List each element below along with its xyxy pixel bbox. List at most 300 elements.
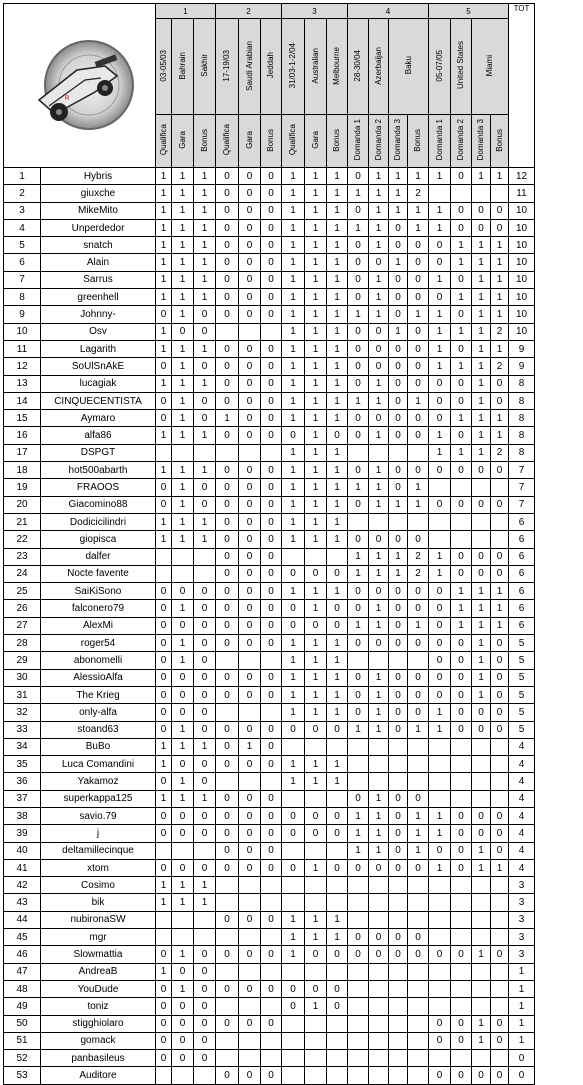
round-city — [389, 19, 429, 115]
score-cell: 1 — [348, 306, 369, 323]
score-cell — [408, 444, 429, 461]
score-cell: 0 — [491, 946, 509, 963]
score-cell — [194, 565, 216, 582]
score-cell: 1 — [194, 185, 216, 202]
score-cell — [348, 1067, 369, 1084]
score-cell: 0 — [216, 911, 239, 928]
score-cell: 0 — [389, 600, 408, 617]
score-cell: 1 — [194, 790, 216, 807]
position-cell: 29 — [4, 652, 41, 669]
score-cell: 1 — [172, 375, 194, 392]
score-cell: 0 — [261, 859, 282, 876]
position-cell: 18 — [4, 462, 41, 479]
table-row — [4, 669, 535, 686]
position-cell: 16 — [4, 427, 41, 444]
player-name: Johnny- — [41, 306, 156, 323]
score-cell: 1 — [451, 600, 472, 617]
score-cell: 1 — [369, 306, 389, 323]
round-date — [282, 19, 305, 115]
round-country — [369, 19, 389, 115]
table-row — [4, 202, 535, 219]
score-cell — [451, 877, 472, 894]
score-cell — [451, 479, 472, 496]
round-city — [194, 19, 216, 115]
score-cell: 0 — [261, 202, 282, 219]
total-cell: 1 — [509, 963, 535, 980]
round-city-text: Jeddah — [266, 52, 275, 79]
score-cell: 0 — [348, 669, 369, 686]
standings-sheet — [3, 3, 535, 1085]
score-cell: 1 — [194, 894, 216, 911]
score-cell: 2 — [491, 444, 509, 461]
score-cell: 0 — [239, 202, 261, 219]
round-country-text: United States — [456, 41, 465, 90]
score-cell: 0 — [451, 427, 472, 444]
score-cell — [472, 877, 491, 894]
score-cell: 0 — [172, 859, 194, 876]
score-cell — [348, 963, 369, 980]
score-cell: 1 — [348, 825, 369, 842]
score-cell: 0 — [261, 271, 282, 288]
round-country-text: Australian — [310, 47, 320, 84]
score-cell: 0 — [327, 427, 348, 444]
score-cell: 1 — [327, 358, 348, 375]
position-cell: 26 — [4, 600, 41, 617]
score-cell: 1 — [327, 531, 348, 548]
player-name: MikeMito — [41, 202, 156, 219]
score-cell — [429, 963, 451, 980]
score-cell: 0 — [194, 773, 216, 790]
score-cell: 0 — [429, 946, 451, 963]
table-row — [4, 548, 535, 565]
round-country-text: Azerbaijan — [373, 46, 383, 85]
table-row — [4, 1015, 535, 1032]
score-cell: 0 — [261, 392, 282, 409]
score-cell: 0 — [261, 237, 282, 254]
score-cell: 1 — [348, 479, 369, 496]
score-cell: 1 — [156, 202, 172, 219]
score-cell: 0 — [194, 1032, 216, 1049]
score-cell — [408, 1015, 429, 1032]
score-cell: 0 — [389, 479, 408, 496]
subcolumn-header — [239, 115, 261, 168]
score-cell: 1 — [429, 565, 451, 582]
score-cell: 1 — [491, 289, 509, 306]
score-cell: 0 — [172, 825, 194, 842]
score-cell: 0 — [156, 600, 172, 617]
score-cell: 1 — [408, 721, 429, 738]
total-cell: 10 — [509, 323, 535, 340]
score-cell: 0 — [369, 358, 389, 375]
score-cell: 1 — [156, 427, 172, 444]
score-cell: 0 — [216, 635, 239, 652]
score-cell — [429, 185, 451, 202]
score-cell — [472, 479, 491, 496]
total-cell: 0 — [509, 1067, 535, 1084]
total-cell: 5 — [509, 686, 535, 703]
score-cell: 1 — [156, 271, 172, 288]
score-cell: 0 — [429, 1015, 451, 1032]
score-cell: 0 — [451, 1015, 472, 1032]
score-cell: 0 — [282, 980, 305, 997]
score-cell: 0 — [451, 721, 472, 738]
score-cell: 1 — [472, 323, 491, 340]
score-cell: 1 — [305, 479, 327, 496]
score-cell: 1 — [305, 185, 327, 202]
score-cell: 1 — [389, 548, 408, 565]
score-cell: 1 — [282, 168, 305, 185]
score-cell — [261, 652, 282, 669]
score-cell — [261, 773, 282, 790]
score-cell — [369, 877, 389, 894]
score-cell: 0 — [156, 635, 172, 652]
table-row — [4, 392, 535, 409]
score-cell: 0 — [348, 462, 369, 479]
score-cell: 1 — [282, 254, 305, 271]
score-cell — [472, 894, 491, 911]
score-cell: 1 — [369, 565, 389, 582]
score-cell: 0 — [408, 946, 429, 963]
total-cell: 7 — [509, 479, 535, 496]
score-cell: 0 — [156, 669, 172, 686]
table-row — [4, 496, 535, 513]
score-cell — [369, 963, 389, 980]
score-cell — [216, 704, 239, 721]
score-cell: 1 — [305, 531, 327, 548]
score-cell: 1 — [389, 185, 408, 202]
score-cell: 0 — [172, 617, 194, 634]
player-name: SoUlSnAkE — [41, 358, 156, 375]
score-cell: 0 — [369, 531, 389, 548]
score-cell: 1 — [282, 686, 305, 703]
score-cell: 0 — [156, 721, 172, 738]
player-name: lucagiak — [41, 375, 156, 392]
score-cell: 0 — [472, 496, 491, 513]
score-cell: 0 — [194, 479, 216, 496]
score-cell — [327, 877, 348, 894]
score-cell: 0 — [348, 859, 369, 876]
score-cell: 0 — [261, 548, 282, 565]
score-cell — [216, 323, 239, 340]
score-cell: 0 — [472, 202, 491, 219]
round-date-text: 03-05/03 — [158, 49, 168, 82]
position-cell: 43 — [4, 894, 41, 911]
score-cell: 1 — [491, 254, 509, 271]
score-cell: 1 — [327, 219, 348, 236]
score-cell: 1 — [369, 375, 389, 392]
score-cell — [172, 842, 194, 859]
score-cell: 0 — [194, 704, 216, 721]
table-row — [4, 583, 535, 600]
score-cell: 1 — [327, 773, 348, 790]
score-cell: 1 — [327, 168, 348, 185]
score-cell: 1 — [305, 929, 327, 946]
score-cell — [305, 1050, 327, 1067]
score-cell: 1 — [305, 168, 327, 185]
score-cell: 1 — [369, 202, 389, 219]
score-cell: 0 — [389, 842, 408, 859]
score-cell: 1 — [472, 859, 491, 876]
score-cell: 0 — [348, 254, 369, 271]
score-cell: 0 — [239, 271, 261, 288]
score-cell: 1 — [327, 479, 348, 496]
score-cell: 0 — [261, 617, 282, 634]
position-cell: 35 — [4, 756, 41, 773]
table-row — [4, 825, 535, 842]
total-cell: 6 — [509, 531, 535, 548]
score-cell — [348, 513, 369, 530]
score-cell: 1 — [172, 358, 194, 375]
score-cell: 1 — [369, 479, 389, 496]
score-cell: 1 — [156, 756, 172, 773]
score-cell — [451, 929, 472, 946]
score-cell: 2 — [491, 358, 509, 375]
score-cell: 0 — [389, 219, 408, 236]
score-cell: 1 — [172, 306, 194, 323]
score-cell: 0 — [429, 462, 451, 479]
score-cell: 1 — [305, 410, 327, 427]
score-cell: 0 — [194, 963, 216, 980]
position-cell: 30 — [4, 669, 41, 686]
score-cell — [408, 894, 429, 911]
score-cell: 1 — [305, 323, 327, 340]
score-cell: 1 — [429, 168, 451, 185]
score-cell: 0 — [389, 583, 408, 600]
total-cell: 10 — [509, 306, 535, 323]
score-cell: 0 — [472, 565, 491, 582]
score-cell — [239, 929, 261, 946]
score-cell: 0 — [194, 583, 216, 600]
score-cell: 0 — [239, 358, 261, 375]
score-cell: 1 — [389, 565, 408, 582]
score-cell: 1 — [472, 410, 491, 427]
score-cell: 1 — [429, 427, 451, 444]
player-name: hot500abarth — [41, 462, 156, 479]
table-row — [4, 513, 535, 530]
total-cell: 7 — [509, 462, 535, 479]
score-cell — [369, 911, 389, 928]
round-date-text: 17-19/03 — [222, 49, 231, 82]
score-cell: 1 — [172, 600, 194, 617]
score-cell: 0 — [194, 496, 216, 513]
score-cell — [216, 444, 239, 461]
player-name: stoand63 — [41, 721, 156, 738]
round-number: 3 — [282, 4, 348, 19]
score-cell: 1 — [305, 254, 327, 271]
total-cell: 6 — [509, 600, 535, 617]
score-cell: 1 — [451, 254, 472, 271]
score-cell — [451, 911, 472, 928]
score-cell: 1 — [429, 219, 451, 236]
round-number: 5 — [429, 4, 509, 19]
score-cell: 1 — [172, 773, 194, 790]
score-cell: 0 — [216, 980, 239, 997]
score-cell: 0 — [282, 600, 305, 617]
score-cell: 1 — [472, 686, 491, 703]
score-cell: 1 — [472, 289, 491, 306]
score-cell — [451, 894, 472, 911]
score-cell: 0 — [216, 531, 239, 548]
player-name: SaiKiSono — [41, 583, 156, 600]
score-cell: 1 — [491, 427, 509, 444]
score-cell: 0 — [156, 479, 172, 496]
score-cell — [172, 565, 194, 582]
score-cell: 1 — [348, 565, 369, 582]
score-cell — [472, 531, 491, 548]
score-cell — [156, 548, 172, 565]
score-cell — [389, 756, 408, 773]
score-cell — [194, 929, 216, 946]
score-cell: 1 — [472, 652, 491, 669]
table-row — [4, 479, 535, 496]
total-cell: 10 — [509, 237, 535, 254]
position-cell: 9 — [4, 306, 41, 323]
subcolumn-label: Gara — [177, 131, 187, 149]
score-cell — [194, 444, 216, 461]
score-cell: 1 — [327, 271, 348, 288]
score-cell — [239, 998, 261, 1015]
player-name: gomack — [41, 1032, 156, 1049]
table-row — [4, 289, 535, 306]
score-cell: 0 — [194, 1050, 216, 1067]
score-cell: 0 — [261, 340, 282, 357]
score-cell: 0 — [156, 1015, 172, 1032]
score-cell: 0 — [239, 168, 261, 185]
total-cell: 8 — [509, 392, 535, 409]
score-cell: 0 — [239, 531, 261, 548]
subcolumn-label: Gara — [310, 131, 320, 149]
score-cell: 0 — [261, 289, 282, 306]
position-cell: 19 — [4, 479, 41, 496]
position-cell: 37 — [4, 790, 41, 807]
score-cell: 0 — [472, 1067, 491, 1084]
position-cell: 42 — [4, 877, 41, 894]
table-row — [4, 963, 535, 980]
score-cell: 0 — [327, 807, 348, 824]
total-cell: 11 — [509, 185, 535, 202]
score-cell: 0 — [491, 669, 509, 686]
score-cell: 0 — [389, 375, 408, 392]
score-cell: 1 — [327, 513, 348, 530]
score-cell: 1 — [172, 237, 194, 254]
score-cell: 1 — [172, 513, 194, 530]
score-cell: 1 — [172, 202, 194, 219]
score-cell: 1 — [156, 513, 172, 530]
score-cell: 0 — [491, 842, 509, 859]
score-cell: 0 — [216, 721, 239, 738]
total-cell: 5 — [509, 635, 535, 652]
score-cell: 0 — [239, 583, 261, 600]
position-cell: 12 — [4, 358, 41, 375]
score-cell: 0 — [491, 652, 509, 669]
position-cell: 21 — [4, 513, 41, 530]
score-cell: 1 — [348, 219, 369, 236]
score-cell — [261, 704, 282, 721]
score-cell — [408, 963, 429, 980]
score-cell: 0 — [348, 496, 369, 513]
table-row — [4, 323, 535, 340]
total-cell: 7 — [509, 496, 535, 513]
score-cell: 0 — [194, 652, 216, 669]
player-name: j — [41, 825, 156, 842]
score-cell — [239, 323, 261, 340]
score-cell: 0 — [239, 427, 261, 444]
score-cell: 1 — [172, 410, 194, 427]
score-cell: 1 — [327, 635, 348, 652]
score-cell: 1 — [282, 358, 305, 375]
subcolumn-label: Domanda 2 — [373, 119, 383, 161]
player-name: only-alfa — [41, 704, 156, 721]
score-cell: 1 — [305, 911, 327, 928]
total-cell: 10 — [509, 202, 535, 219]
total-cell: 9 — [509, 358, 535, 375]
score-cell: 0 — [156, 773, 172, 790]
score-cell: 0 — [194, 323, 216, 340]
player-name: YouDude — [41, 980, 156, 997]
score-cell: 0 — [491, 1015, 509, 1032]
table-row — [4, 929, 535, 946]
score-cell: 0 — [369, 410, 389, 427]
score-cell: 0 — [239, 721, 261, 738]
score-cell: 1 — [491, 410, 509, 427]
score-cell: 0 — [369, 635, 389, 652]
score-cell: 0 — [172, 1032, 194, 1049]
score-cell: 1 — [472, 340, 491, 357]
score-cell: 0 — [408, 254, 429, 271]
score-cell: 0 — [216, 254, 239, 271]
score-cell: 0 — [216, 825, 239, 842]
total-cell: 8 — [509, 427, 535, 444]
score-cell: 0 — [451, 635, 472, 652]
total-cell: 6 — [509, 513, 535, 530]
player-name: greenhell — [41, 289, 156, 306]
score-cell — [429, 911, 451, 928]
score-cell: 1 — [369, 185, 389, 202]
score-cell: 0 — [261, 980, 282, 997]
subcolumn-label: Gara — [244, 131, 254, 149]
score-cell: 0 — [429, 583, 451, 600]
score-cell: 1 — [451, 444, 472, 461]
score-cell — [327, 548, 348, 565]
score-cell: 0 — [172, 1050, 194, 1067]
score-cell: 0 — [327, 859, 348, 876]
score-cell — [369, 1067, 389, 1084]
score-cell: 0 — [408, 340, 429, 357]
player-name: Auditore — [41, 1067, 156, 1084]
score-cell: 0 — [239, 548, 261, 565]
score-cell: 0 — [472, 219, 491, 236]
table-row — [4, 617, 535, 634]
score-cell: 0 — [172, 704, 194, 721]
score-cell: 0 — [408, 375, 429, 392]
score-cell: 1 — [389, 168, 408, 185]
score-cell: 0 — [348, 323, 369, 340]
score-cell — [369, 998, 389, 1015]
total-cell: 0 — [509, 1050, 535, 1067]
score-cell: 2 — [491, 323, 509, 340]
score-cell: 1 — [472, 306, 491, 323]
score-cell — [369, 652, 389, 669]
score-cell — [408, 756, 429, 773]
total-cell: 3 — [509, 946, 535, 963]
score-cell — [408, 1067, 429, 1084]
table-row — [4, 807, 535, 824]
score-cell: 1 — [194, 219, 216, 236]
score-cell: 1 — [282, 911, 305, 928]
score-cell: 1 — [156, 340, 172, 357]
score-cell: 1 — [305, 358, 327, 375]
score-cell: 1 — [491, 340, 509, 357]
